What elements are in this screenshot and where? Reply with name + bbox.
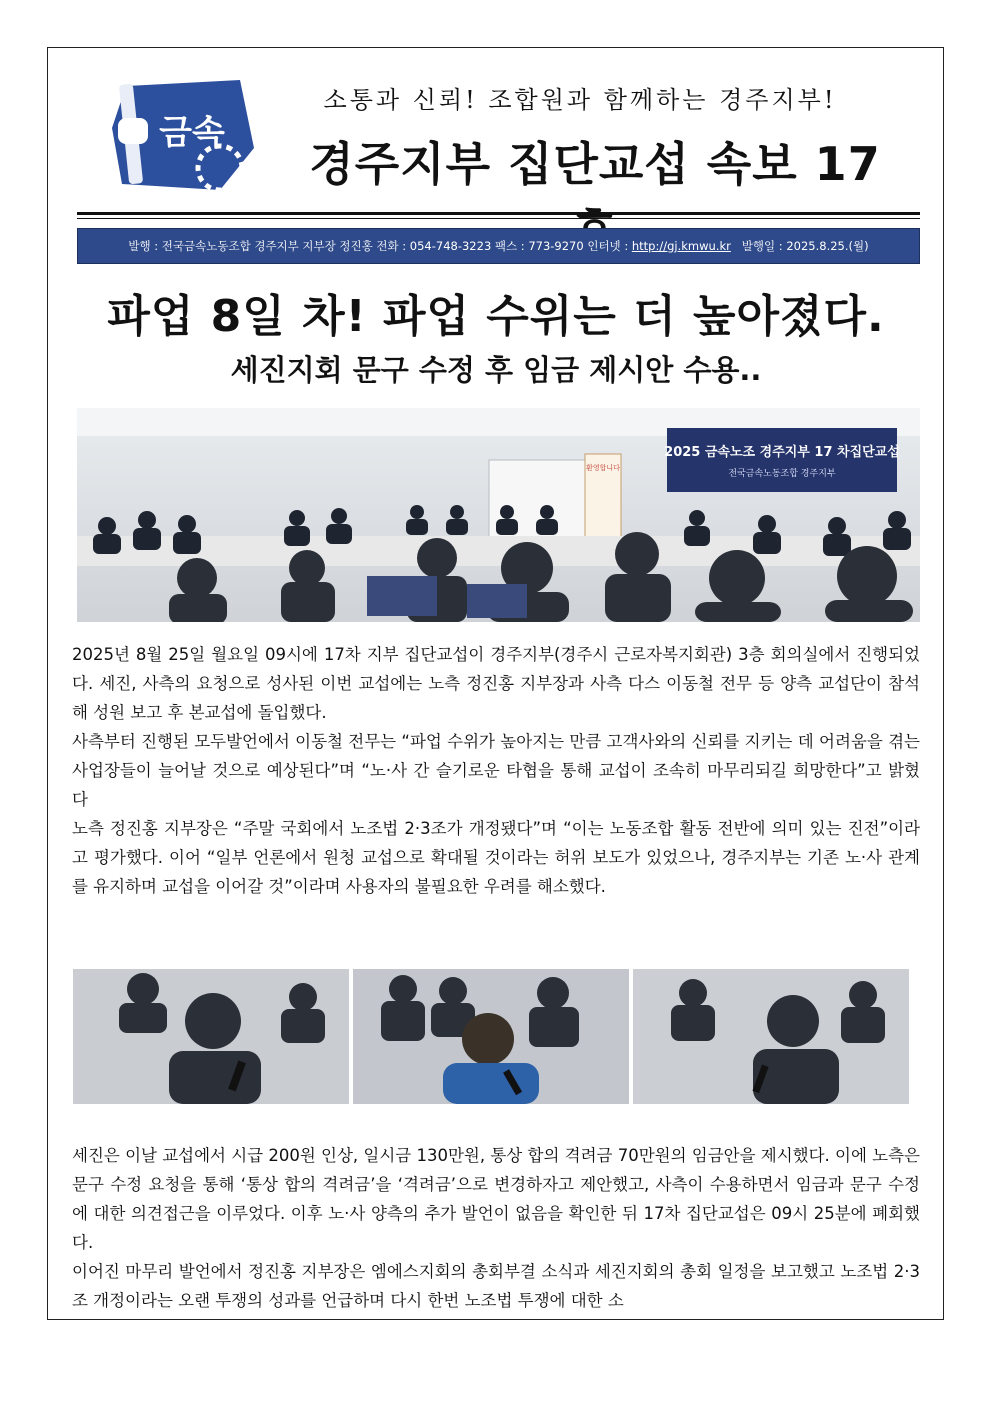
article-body-top [72,640,920,901]
union-logo [108,78,258,196]
article-subhead: 세진지회 문구 수정 후 임금 제시안 수용.. [230,353,762,387]
paragraph: 노측 정진홍 지부장은 “주말 국회에서 노조법 2·3조가 개정됐다”며 “이는 노동조합 활동 전반에 의미 있는 진전”이라고 평가했다. 이어 “일부 언론에서 원청 교섭으로 확대될 것이라는 허위 보도가 있었으나, 경주지부는 기존 노·사 관계를 유지하며 교섭을 이어갈 것”이라며 사용자의 불필요한 우려를 해소했다. [72,819,920,896]
article-body-bottom [72,1141,920,1315]
paragraph: 사측부터 진행된 모두발언에서 이동철 전무는 “파업 수위가 높아지는 만큼 고객사와의 신뢰를 지키는 데 어려움을 겪는 사업장들이 늘어날 것으로 예상된다”며 “노·사 간 슬기로운 타협을 통해 교섭이 조속히 마무리되길 희망한다”고 밝혔다 [72,732,920,809]
header-rule [77,212,920,215]
publisher-info-bar [77,228,920,264]
slogan: 소통과 신뢰! 조합원과 함께하는 경주지부! [323,86,837,114]
article-headline: 파업 8일 차! 파업 수위는 더 높아졌다. [107,291,885,342]
website-link[interactable]: http://gj.kmwu.kr [631,239,731,253]
publish-date: 발행일 : 2025.8.25.(월) [741,239,869,253]
svg-text:전국금속노동조합 경주지부: 전국금속노동조합 경주지부 [728,469,836,479]
paragraph: 세진은 이날 교섭에서 시급 200원 인상, 일시금 130만원, 통상 합의 격려금 70만원의 임금안을 제시했다. 이에 노측은 문구 수정 요청을 통해 ‘통상 합의 격려금’을 ‘격려금’으로 변경하자고 제안했고, 사측이 수용하면서 임금과 문구 수정에 대한 의견접근을 이루었다. 이후 노·사 양측의 추가 발언이 없음을 확인한 뒤 17차 집단교섭은 09시 25분에 폐회했다. [72,1146,920,1252]
paragraph: 이어진 마무리 발언에서 정진홍 지부장은 엠에스지회의 총회부결 소식과 세진지회의 총회 일정을 보고했고 노조법 2·3조 개정이라는 오랜 투쟁의 성과를 언급하며 다시 한번 노조법 투쟁에 대한 소 [72,1262,920,1310]
header-rule-thin [77,218,920,219]
paragraph: 2025년 8월 25일 월요일 09시에 17차 지부 집단교섭이 경주지부(경주시 근로자복지회관) 3층 회의실에서 진행되었다. 세진, 사측의 요청으로 성사된 이번 교섭에는 노측 정진홍 지부장과 사측 다스 이동철 전무 등 양측 교섭단이 참석해 성원 보고 후 본교섭에 돌입했다. [72,645,920,722]
svg-text:2025 금속노조 경주지부 17 차집단교섭: 2025 금속노조 경주지부 17 차집단교섭 [664,445,900,460]
speakers-photo-strip [73,969,909,1104]
publisher-info: 발행 : 전국금속노동조합 경주지부 지부장 정진홍 전화 : 054-748-3223 팩스 : 773-9270 인터넷 : [128,239,629,253]
meeting-photo [77,408,920,622]
issue-title: 경주지부 집단교섭 속보 17 [309,137,881,191]
svg-text:환영합니다: 환영합니다 [586,464,620,472]
svg-text:금속: 금속 [159,113,225,153]
